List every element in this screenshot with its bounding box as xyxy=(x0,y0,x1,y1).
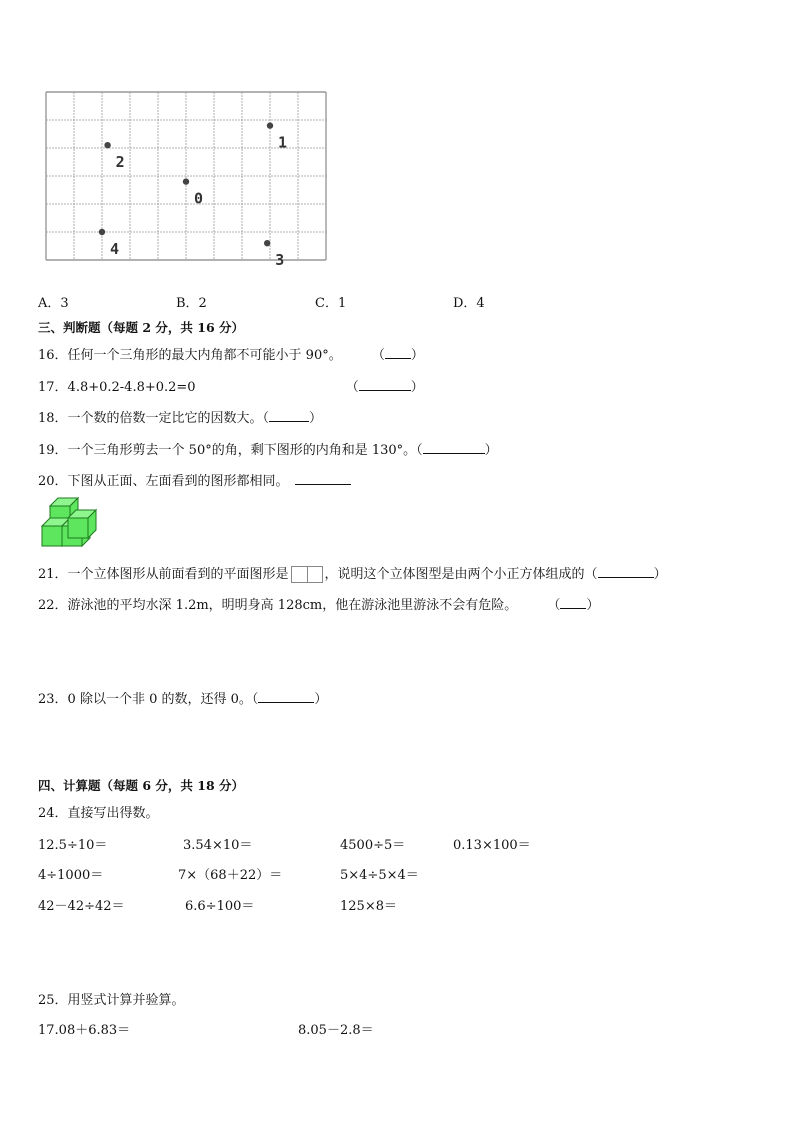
answer-blank-20[interactable] xyxy=(295,472,351,485)
two-squares-icon xyxy=(291,566,323,583)
grid-point-label-0: 0 xyxy=(194,189,204,208)
question-16-text: 16．任何一个三角形的最大内角都不可能小于 90°。 xyxy=(38,348,342,363)
grid-point-label-1: 1 xyxy=(278,133,288,152)
option-a: A．3 xyxy=(38,296,69,311)
vertical-calc-1: 17.08＋6.83＝ xyxy=(38,1023,131,1038)
calc-r1-c0: 4÷1000＝ xyxy=(38,868,104,883)
calc-r2-c1: 6.6÷100＝ xyxy=(185,899,255,914)
section-4-title: 四、计算题（每题 6 分，共 18 分） xyxy=(38,778,245,793)
question-21 xyxy=(38,563,667,583)
grid-point-label-3: 3 xyxy=(275,251,285,270)
answer-blank-19[interactable] xyxy=(423,441,485,454)
question-20-text: 20．下图从正面、左面看到的图形都相同。 xyxy=(38,474,289,489)
question-17 xyxy=(38,376,424,395)
calc-r1-c2: 5×4÷5×4＝ xyxy=(340,868,419,883)
answer-blank-22[interactable] xyxy=(560,596,586,609)
answer-blank-18[interactable] xyxy=(269,409,309,422)
question-21-close: ） xyxy=(653,567,667,582)
calc-r0-c0: 12.5÷10＝ xyxy=(38,838,108,853)
grid-point-0 xyxy=(183,178,189,184)
option-b: B．2 xyxy=(176,296,207,311)
question-16-open: （ xyxy=(371,348,385,363)
coordinate-grid-figure xyxy=(40,88,332,272)
calc-r0-c3: 0.13×100＝ xyxy=(453,838,531,853)
question-18-text: 18．一个数的倍数一定比它的因数大。（ xyxy=(38,411,270,426)
question-23 xyxy=(38,688,327,707)
question-19-close: ） xyxy=(484,443,498,458)
answer-blank-17[interactable] xyxy=(359,378,411,391)
question-21-text-b: ，说明这个立体图型是由两个小正方体组成的（ xyxy=(324,567,598,582)
question-16 xyxy=(38,344,424,363)
question-24: 24．直接写出得数。 xyxy=(38,806,159,821)
option-d: D．4 xyxy=(453,296,485,311)
question-22-text: 22．游泳池的平均水深 1.2m，明明身高 128cm，他在游泳池里游泳不会有危险。 xyxy=(38,598,518,613)
calc-r1-c1: 7×（68＋22）＝ xyxy=(178,868,283,883)
calc-r0-c1: 3.54×10＝ xyxy=(183,838,253,853)
cube-stack-figure xyxy=(40,494,106,550)
question-17-open: （ xyxy=(345,380,359,395)
question-16-close: ） xyxy=(410,348,424,363)
question-22-open: （ xyxy=(547,598,561,613)
grid-point-1 xyxy=(267,122,273,128)
option-c: C．1 xyxy=(315,296,347,311)
calc-r2-c0: 42－42÷42＝ xyxy=(38,899,125,914)
question-17-close: ） xyxy=(410,380,424,395)
grid-point-3 xyxy=(264,240,270,246)
answer-blank-23[interactable] xyxy=(258,690,314,703)
question-21-text-a: 21．一个立体图形从前面看到的平面图形是 xyxy=(38,567,289,582)
grid-point-2 xyxy=(104,142,110,148)
calc-r2-c2: 125×8＝ xyxy=(340,899,397,914)
question-23-text: 23．0 除以一个非 0 的数，还得 0。（ xyxy=(38,692,259,707)
question-23-close: ） xyxy=(314,692,328,707)
section-3-title: 三、判断题（每题 2 分，共 16 分） xyxy=(38,320,245,335)
question-19-text: 19．一个三角形剪去一个 50°的角，剩下图形的内角和是 130°。（ xyxy=(38,443,423,458)
cube-back-right xyxy=(68,510,96,538)
answer-blank-16[interactable] xyxy=(385,346,411,359)
question-18-close: ） xyxy=(309,411,323,426)
question-22 xyxy=(38,594,599,613)
question-17-text: 17．4.8+0.2-4.8+0.2=0 xyxy=(38,380,196,395)
question-25: 25．用竖式计算并验算。 xyxy=(38,993,185,1008)
question-18 xyxy=(38,407,322,426)
grid-point-label-2: 2 xyxy=(115,153,125,172)
question-19 xyxy=(38,439,498,458)
grid-point-label-4: 4 xyxy=(110,240,120,258)
vertical-calc-2: 8.05－2.8＝ xyxy=(298,1023,374,1038)
question-20 xyxy=(38,470,351,489)
calc-r0-c2: 4500÷5＝ xyxy=(340,838,406,853)
answer-blank-21[interactable] xyxy=(598,565,654,578)
grid-point-4 xyxy=(99,229,105,235)
question-22-close: ） xyxy=(586,598,600,613)
